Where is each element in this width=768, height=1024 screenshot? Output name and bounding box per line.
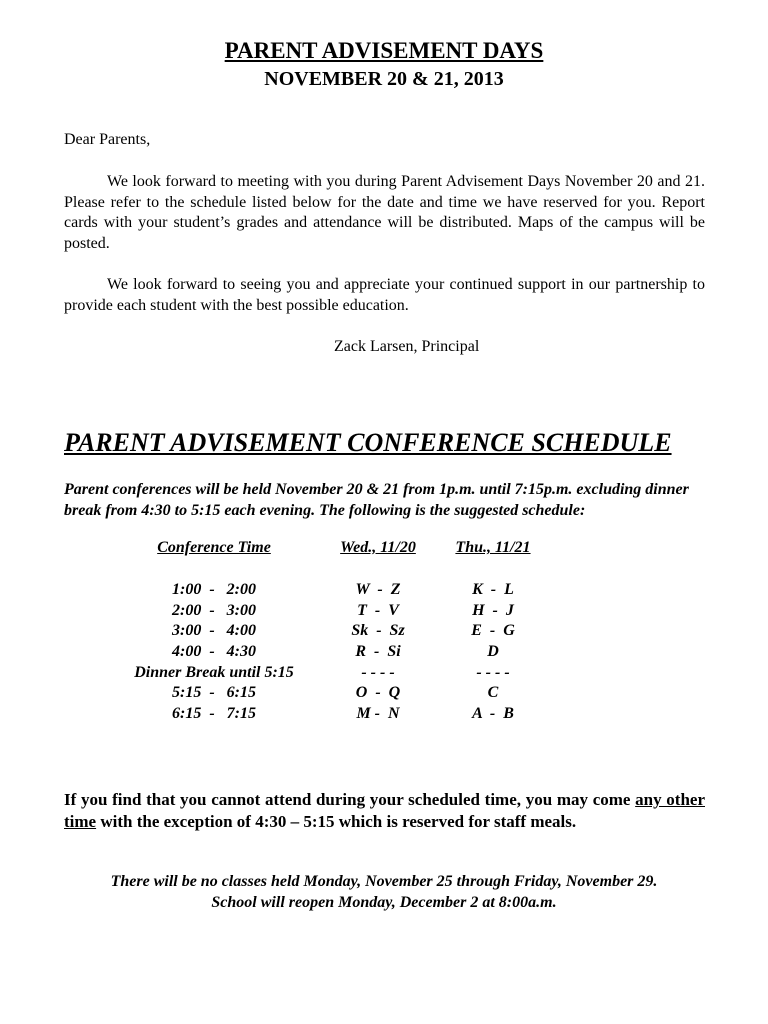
table-row <box>0 684 768 705</box>
column-header-wed: Wed., 11/20 <box>340 539 416 556</box>
table-row <box>0 643 768 664</box>
thu-cell: C <box>487 684 499 701</box>
schedule-heading: PARENT ADVISEMENT CONFERENCE SCHEDULE <box>64 428 672 457</box>
note-emphasis: any other time <box>64 790 705 831</box>
wed-cell: W - Z <box>355 581 401 598</box>
thu-cell: H - J <box>472 602 514 619</box>
wed-cell: O - Q <box>355 684 401 701</box>
thu-cell: A - B <box>472 705 514 722</box>
attendance-note <box>64 789 705 833</box>
wed-cell: Sk - Sz <box>351 622 405 639</box>
time-cell: 6:15 - 7:15 <box>172 705 256 722</box>
letter-paragraph-2 <box>64 275 705 316</box>
letter-paragraph-2-text: We look forward to seeing you and appreciate your continued support in our partnership to provide each student with the best possible education. <box>64 276 705 314</box>
time-cell: 1:00 - 2:00 <box>172 581 256 598</box>
letter-paragraph-1 <box>64 172 705 254</box>
time-cell: Dinner Break until 5:15 <box>134 664 294 681</box>
column-header-thu: Thu., 11/21 <box>455 539 531 556</box>
wed-cell: M - N <box>356 705 400 722</box>
note-text-before: If you find that you cannot attend during your scheduled time, you may come <box>64 790 636 809</box>
closing-notice <box>0 872 768 913</box>
letter-signature: Zack Larsen, Principal <box>334 338 480 355</box>
document-title: PARENT ADVISEMENT DAYS <box>224 38 544 63</box>
column-header-time: Conference Time <box>157 539 271 556</box>
table-row <box>0 622 768 643</box>
table-row <box>0 602 768 623</box>
note-text-after: with the exception of 4:30 – 5:15 which is reserved for staff meals. <box>96 812 577 831</box>
time-cell: 5:15 - 6:15 <box>172 684 256 701</box>
schedule-intro: Parent conferences will be held November 20 & 21 from 1p.m. until 7:15p.m. excluding dinner break from 4:30 to 5:15 each evening. The following is the suggested schedule: <box>64 481 689 519</box>
closing-line-2: School will reopen Monday, December 2 at 8:00a.m. <box>211 893 557 911</box>
wed-cell: R - Si <box>355 643 401 660</box>
thu-cell: E - G <box>471 622 515 639</box>
wed-cell: T - V <box>357 602 399 619</box>
table-row <box>0 581 768 602</box>
time-cell: 2:00 - 3:00 <box>172 602 256 619</box>
thu-cell: D <box>487 643 499 660</box>
time-cell: 4:00 - 4:30 <box>172 643 256 660</box>
letter-paragraph-1-text: We look forward to meeting with you during Parent Advisement Days November 20 and 21. Please refer to the schedule listed below for the date and time we have reserved for you. Report cards with your student’s grades and attendance will be distributed. Maps of the campus will be posted. <box>64 173 705 252</box>
closing-line-1: There will be no classes held Monday, November 25 through Friday, November 29. <box>110 873 658 890</box>
time-cell: 3:00 - 4:00 <box>172 622 256 639</box>
thu-cell: - - - - <box>476 664 510 681</box>
thu-cell: K - L <box>472 581 514 598</box>
wed-cell: - - - - <box>361 664 395 681</box>
document-date: NOVEMBER 20 & 21, 2013 <box>264 68 504 90</box>
table-row <box>0 705 768 726</box>
letter-greeting: Dear Parents, <box>64 131 151 148</box>
table-row <box>0 664 768 685</box>
